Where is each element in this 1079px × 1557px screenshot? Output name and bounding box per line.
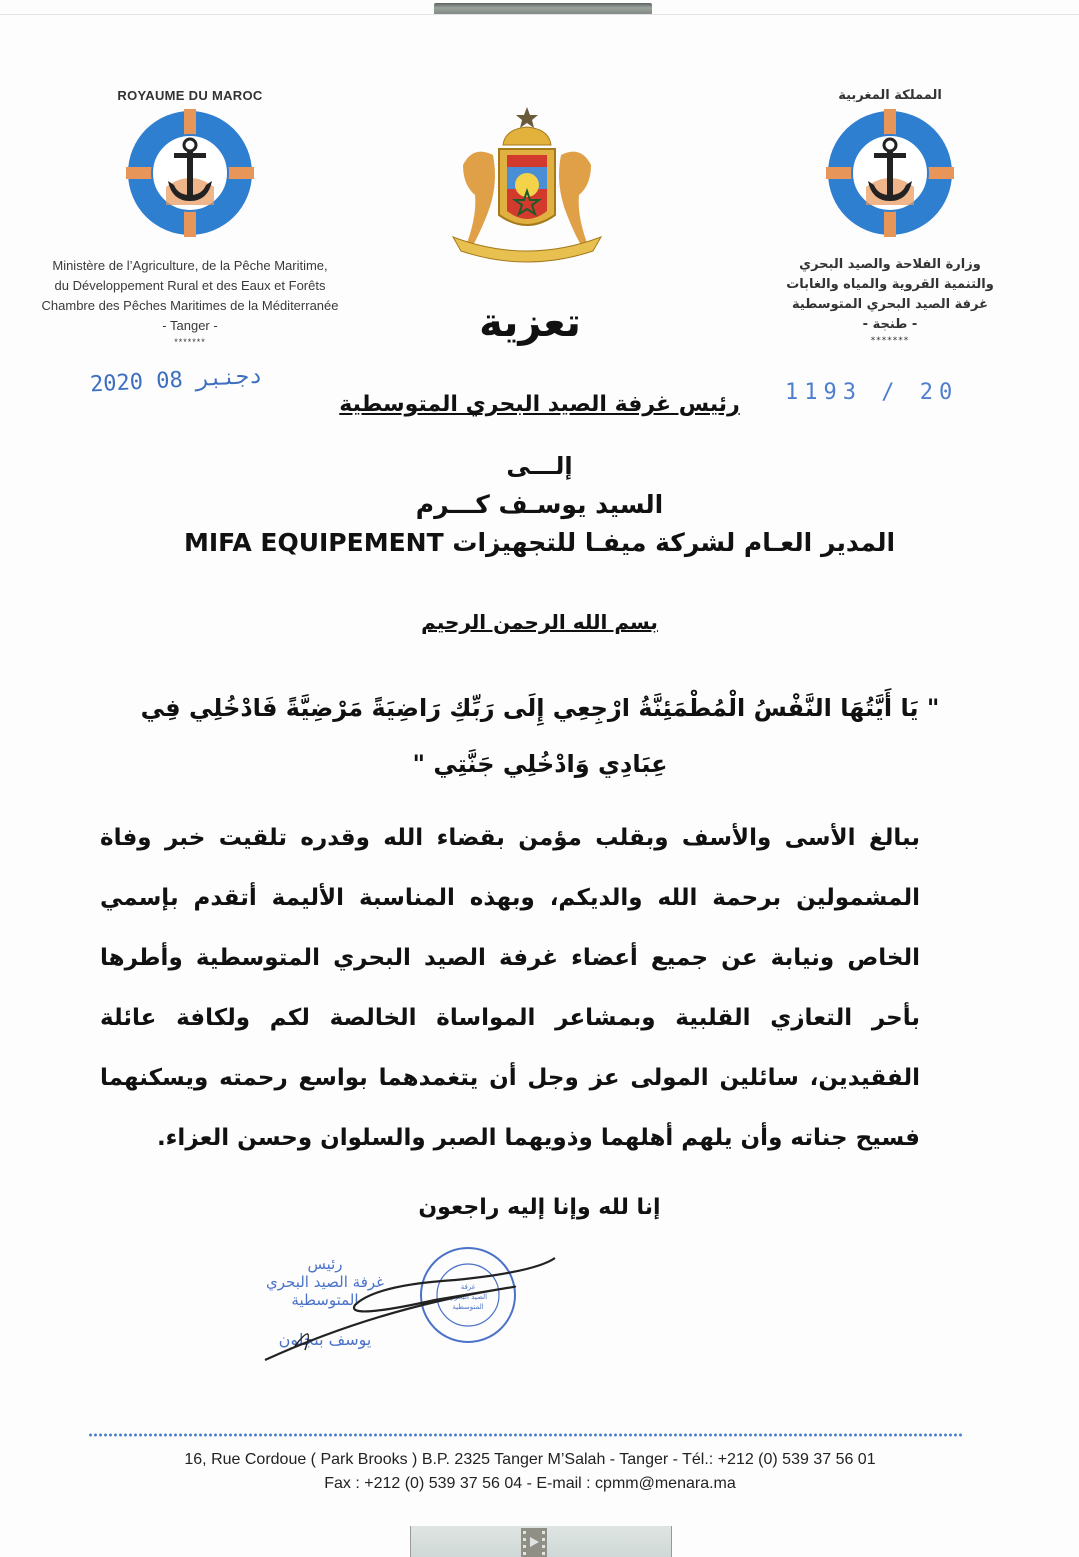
video-thumbnail-bar[interactable] — [410, 1526, 672, 1557]
film-video-icon — [520, 1528, 548, 1557]
condolence-body: ببالغ الأسى والأسف وبقلب مؤمن بقضاء الله وقدره تلقيت خبر وفاة المشمولين برحمة الله والديكم، وبهذه المناسبة الأليمة أتقدم بإسمي الخاص ونيابة عن جميع أعضاء غرفة الصيد البحري المتوسطية وأطرها بأحر التعازي القلبية وبمشاعر المواساة الخالصة لكم ولكافة عائلة الفقيدين، سائلين المولى عز وجل أن يتغمدهما بواسع رحمته ويسكنهما فسيح جناته وأن يلهم أهلهما وذويهما الصبر والسلوان وحسن العزاء. — [100, 825, 920, 1151]
city-line-ar: - طنجة - — [862, 317, 918, 332]
chamber-line: Chambre des Pêches Maritimes de la Méditerranée — [41, 298, 339, 313]
sender-line: رئيس غرفة الصيد البحري المتوسطية — [339, 392, 740, 417]
chamber-logo-icon — [126, 109, 254, 237]
seal-inner-2: الصيد البحري — [448, 1293, 488, 1301]
footer-contact — [80, 1448, 980, 1496]
chamber-logo-icon — [826, 109, 954, 237]
stars-separator: ******* — [870, 336, 910, 346]
signatory-org-2: المتوسطية — [291, 1291, 359, 1309]
document-title: تعزية — [479, 300, 581, 346]
handwritten-signature-icon — [255, 1250, 565, 1370]
reference-stamp: 1193 / 20 — [785, 380, 959, 405]
ministry-line-ar-1: وزارة الفلاحة والصيد البحري — [799, 257, 981, 272]
seal-inner-1: غرفة — [460, 1283, 476, 1291]
signatory-role: رئيس — [307, 1255, 343, 1273]
to-label: إلـــى — [506, 452, 573, 480]
kingdom-label-ar: المملكة المغربية — [838, 88, 942, 103]
footer-divider — [88, 1432, 964, 1438]
date-stamp: 2020 دجنبر 08 — [89, 363, 263, 398]
closing-phrase: إنا لله وإنا إليه راجعون — [418, 1195, 661, 1220]
footer-address: 16, Rue Cordoue ( Park Brooks ) B.P. 2325 Tanger M’Salah - Tanger - Tél.: +212 (0) 539 37 56 01 — [184, 1451, 876, 1468]
header-right — [740, 88, 1040, 347]
quran-verse: " يَا أَيَّتُهَا النَّفْسُ الْمُطْمَئِنَّةُ ارْجِعِي إِلَى رَبِّكِ رَاضِيَةً مَرْضِيَّةً فَادْخُلِي فِي عِبَادِي وَادْخُلِي جَنَّتِي " — [140, 694, 940, 778]
top-divider — [0, 14, 1079, 15]
seal-inner-3: المتوسطية — [452, 1303, 484, 1311]
header-left — [20, 88, 360, 348]
ministry-line-1: Ministère de l’Agriculture, de la Pêche Maritime, — [52, 258, 328, 273]
city-line: - Tanger - — [162, 318, 218, 333]
ministry-line-2: du Développement Rural et des Eaux et Forêts — [54, 278, 326, 293]
footer-fax-email: Fax : +212 (0) 539 37 56 04 - E-mail : cpmm@menara.ma — [324, 1475, 736, 1492]
stars-separator: ******* — [174, 337, 206, 347]
bismillah: بسم الله الرحمن الرحيم — [421, 610, 658, 634]
kingdom-label-fr: ROYAUME DU MAROC — [117, 88, 263, 103]
recipient-name: السيد يوسـف كـــرم — [415, 490, 664, 519]
signatory-name: يوسف بنجلون — [278, 1330, 372, 1349]
ministry-line-ar-2: والتنمية القروية والمياه والغابات — [786, 277, 994, 292]
coat-of-arms-icon — [443, 105, 611, 265]
chamber-line-ar: غرفة الصيد البحري المتوسطية — [791, 297, 989, 312]
recipient-title: المدير العـام لشركة ميفـا للتجهيزات MIFA EQUIPEMENT — [183, 528, 896, 557]
signatory-org-1: غرفة الصيد البحري — [266, 1273, 384, 1291]
